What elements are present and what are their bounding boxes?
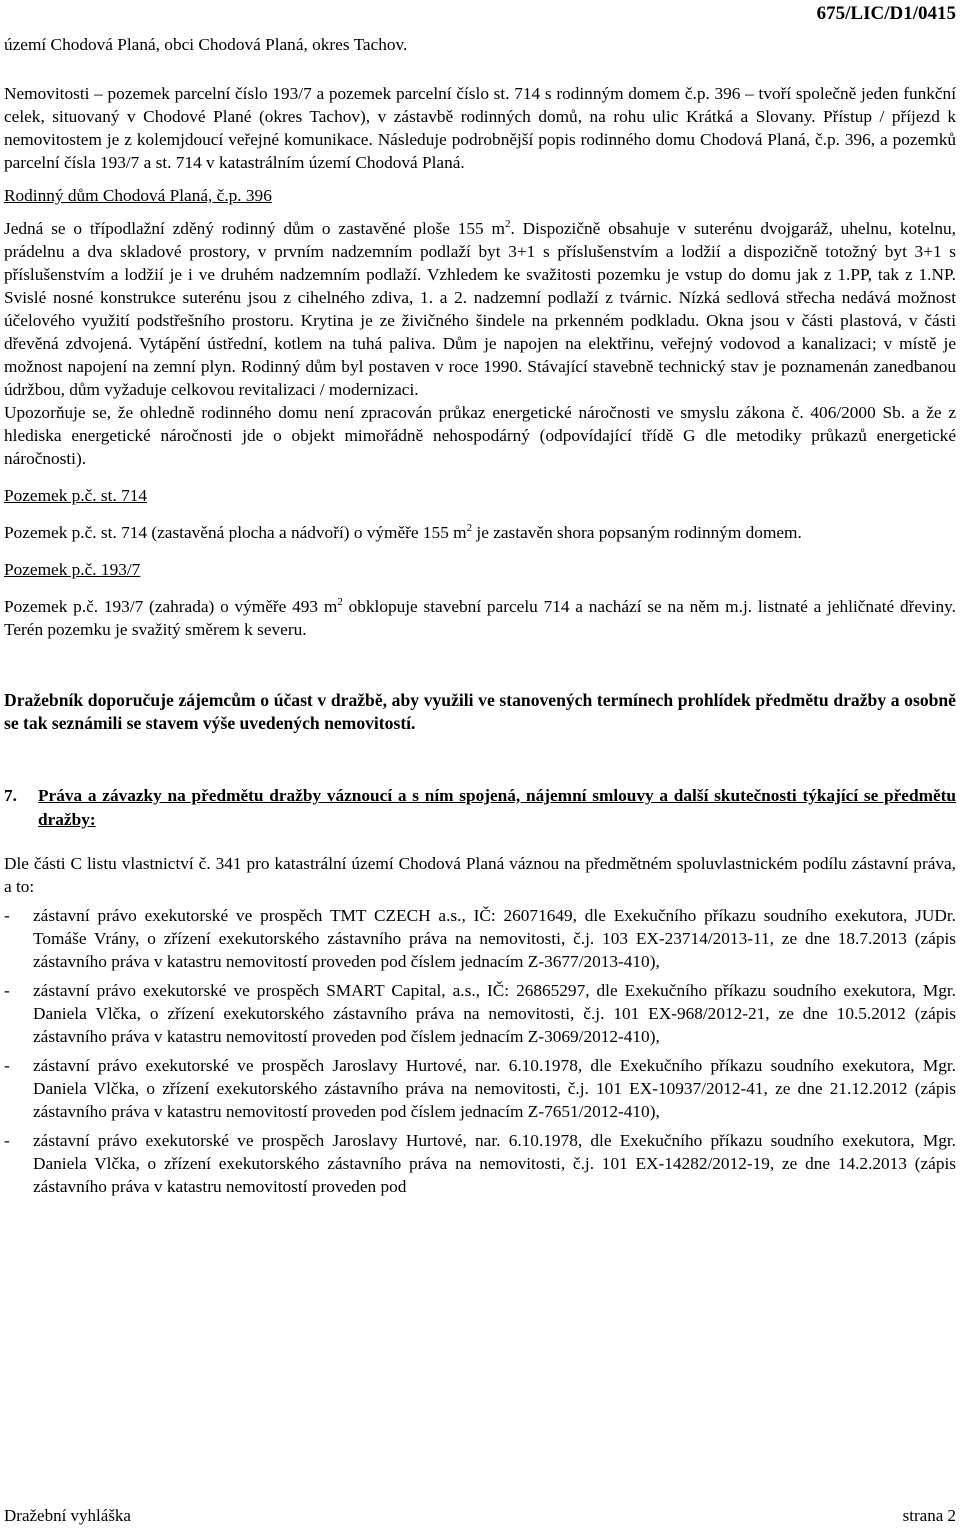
list-item: [4, 1054, 956, 1123]
lien-text: zástavní právo exekutorské ve prospěch Jaroslavy Hurtové, nar. 6.10.1978, dle Exekučního příkazu soudního exekutora, Mgr. Daniela Vlčka, o zřízení exekutorského zástavního práva na nemovitosti, č.j. 101 EX-14282/2012-19, ze dne 14.2.2013 (zápis zástavního práva v katastru nemovitostí proveden pod: [33, 1131, 956, 1197]
list-item: [4, 1129, 956, 1198]
house-description-part1: Jedná se o třípodlažní zděný rodinný dům o zastavěné ploše 155 m: [4, 219, 505, 238]
footer-document-title: Dražební vyhláška: [4, 1506, 131, 1526]
section-7-intro: Dle části C listu vlastnictví č. 341 pro katastrální území Chodová Planá váznou na předmětném spoluvlastnickém podílu zástavní práva, a to:: [4, 854, 956, 897]
section-title: Práva a závazky na předmětu dražby váznoucí a s ním spojená, nájemní smlouvy a další skutečnosti týkající se předmětu dražby:: [38, 785, 956, 829]
plot-714-description: [4, 521, 956, 544]
plot-193-description: [4, 595, 956, 641]
list-bullet: -: [4, 906, 10, 926]
intro-paragraph: Nemovitosti – pozemek parcelní číslo 193/7 a pozemek parcelní číslo st. 714 s rodinným domem č.p. 396 – tvoří společně jeden funkční celek, situovaný v Chodové Plané (okres Tachov), v zástavbě rodinných domů, na rohu ulic Krátká a Slovany. Přístup / příjezd k nemovitostem je z kolemjdoucí veřejné komunikace. Následuje podrobnější popis rodinného domu Chodová Planá, č.p. 396, a pozemků parcelní čísla 193/7 a st. 714 v katastrálním území Chodová Planá.: [4, 84, 956, 172]
plot-714-heading: Pozemek p.č. st. 714: [4, 486, 148, 505]
plot-714-area-sup: 2: [466, 522, 473, 535]
lien-text: zástavní právo exekutorské ve prospěch SMART Capital, a.s., IČ: 26865297, dle Exekučního příkazu soudního exekutora, Mgr. Daniela Vlčka, o zřízení exekutorského zástavního práva na nemovitosti, č.j. 101 EX-968/2012-21, ze dne 10.5.2012 (zápis zástavního práva v katastru nemovitostí proveden pod číslem jednacím Z-3069/2012-410),: [33, 981, 956, 1047]
energy-note: Upozorňuje se, že ohledně rodinného domu není zpracován průkaz energetické náročnosti ve smyslu zákona č. 406/2000 Sb. a že z hlediska energetické náročnosti jde o objekt mimořádně nehospodárný (odpovídající třídě G dle metodiky průkazů energetické náročnosti).: [4, 403, 956, 468]
page-footer: [4, 1505, 956, 1528]
plot-714-text-part2: je zastavěn shora popsaným rodinným domem.: [472, 523, 802, 542]
plot-193-text-part1: Pozemek p.č. 193/7 (zahrada) o výměře 493 m: [4, 597, 338, 616]
list-bullet: -: [4, 1131, 10, 1151]
section-number: 7.: [4, 785, 17, 805]
footer-page-number: strana 2: [902, 1506, 956, 1526]
section-7-heading: [4, 784, 956, 832]
plot-193-area-sup: 2: [337, 596, 343, 609]
plot-193-text-part2: obklopuje stavební parcelu 714 a nachází se na něm m.j. listnaté a jehličnaté dřeviny. Terén pozemku je svažitý směrem k severu.: [4, 597, 956, 639]
recommendation-paragraph: Dražebník doporučuje zájemcům o účast v dražbě, aby využili ve stanovených termínech prohlídek předmětu dražby a osobně se tak seznámili se stavem výše uvedených nemovitostí.: [4, 690, 956, 734]
list-bullet: -: [4, 1056, 10, 1076]
house-area-unit-sup: 2: [504, 218, 511, 231]
lien-text: zástavní právo exekutorské ve prospěch Jaroslavy Hurtové, nar. 6.10.1978, dle Exekučního příkazu soudního exekutora, Mgr. Daniela Vlčka, o zřízení exekutorského zástavního práva na nemovitosti, č.j. 101 EX-10937/2012-41, ze dne 21.12.2012 (zápis zástavního práva v katastru nemovitostí proveden pod číslem jednacím Z-7651/2012-410),: [33, 1056, 956, 1122]
house-heading: Rodinný dům Chodová Planá, č.p. 396: [4, 186, 272, 205]
plot-193-heading: Pozemek p.č. 193/7: [4, 560, 141, 579]
list-item: [4, 904, 956, 973]
document-number: 675/LIC/D1/0415: [816, 3, 956, 24]
list-bullet: -: [4, 981, 10, 1001]
document-body: [4, 0, 956, 1198]
intro-location-line: území Chodová Planá, obci Chodová Planá, okres Tachov.: [4, 35, 408, 54]
lien-list: [4, 904, 956, 1198]
house-description: [4, 217, 956, 401]
plot-714-text-part1: Pozemek p.č. st. 714 (zastavěná plocha a nádvoří) o výměře 155 m: [4, 523, 467, 542]
list-item: [4, 979, 956, 1048]
lien-text: zástavní právo exekutorské ve prospěch TMT CZECH a.s., IČ: 26071649, dle Exekučního příkazu soudního exekutora, JUDr. Tomáše Vrány, o zřízení exekutorského zástavního práva na nemovitosti, č.j. 103 EX-23714/2013-11, ze dne 18.7.2013 (zápis zástavního práva v katastru nemovitostí proveden pod číslem jednacím Z-3677/2013-410),: [33, 906, 956, 972]
house-description-part2: . Dispozičně obsahuje v suterénu dvojgaráž, uhelnu, kotelnu, prádelnu a dva skladové prostory, v prvním nadzemním podlaží byt 3+1 s příslušenstvím a lodžií a dispozičně totožný byt 3+1 s příslušenstvím a lodžií je i ve druhém nadzemním podlaží. Vzhledem ke svažitosti pozemku je vstup do domu jak z 1.PP, tak z 1.NP. Svislé nosné konstrukce suterénu jsou z cihelného zdiva, 1. a 2. nadzemní podlaží z tvárnic. Nízká sedlová střecha nedává možnost účelového využití podstřešního prostoru. Krytina je ze živičného šindele na prkenném podkladu. Okna jsou v části plastová, v části dřevěná zdvojená. Vytápění ústřední, kotlem na tuhá paliva. Dům je napojen na elektřinu, veřejný vodovod a kanalizaci; v místě je možnost napojení na zemní plyn. Rodinný dům byl postaven v roce 1990. Stávající stavebně technický stav je poznamenán zanedbanou údržbou, dům vyžaduje celkovou revitalizaci / modernizaci.: [4, 219, 956, 399]
